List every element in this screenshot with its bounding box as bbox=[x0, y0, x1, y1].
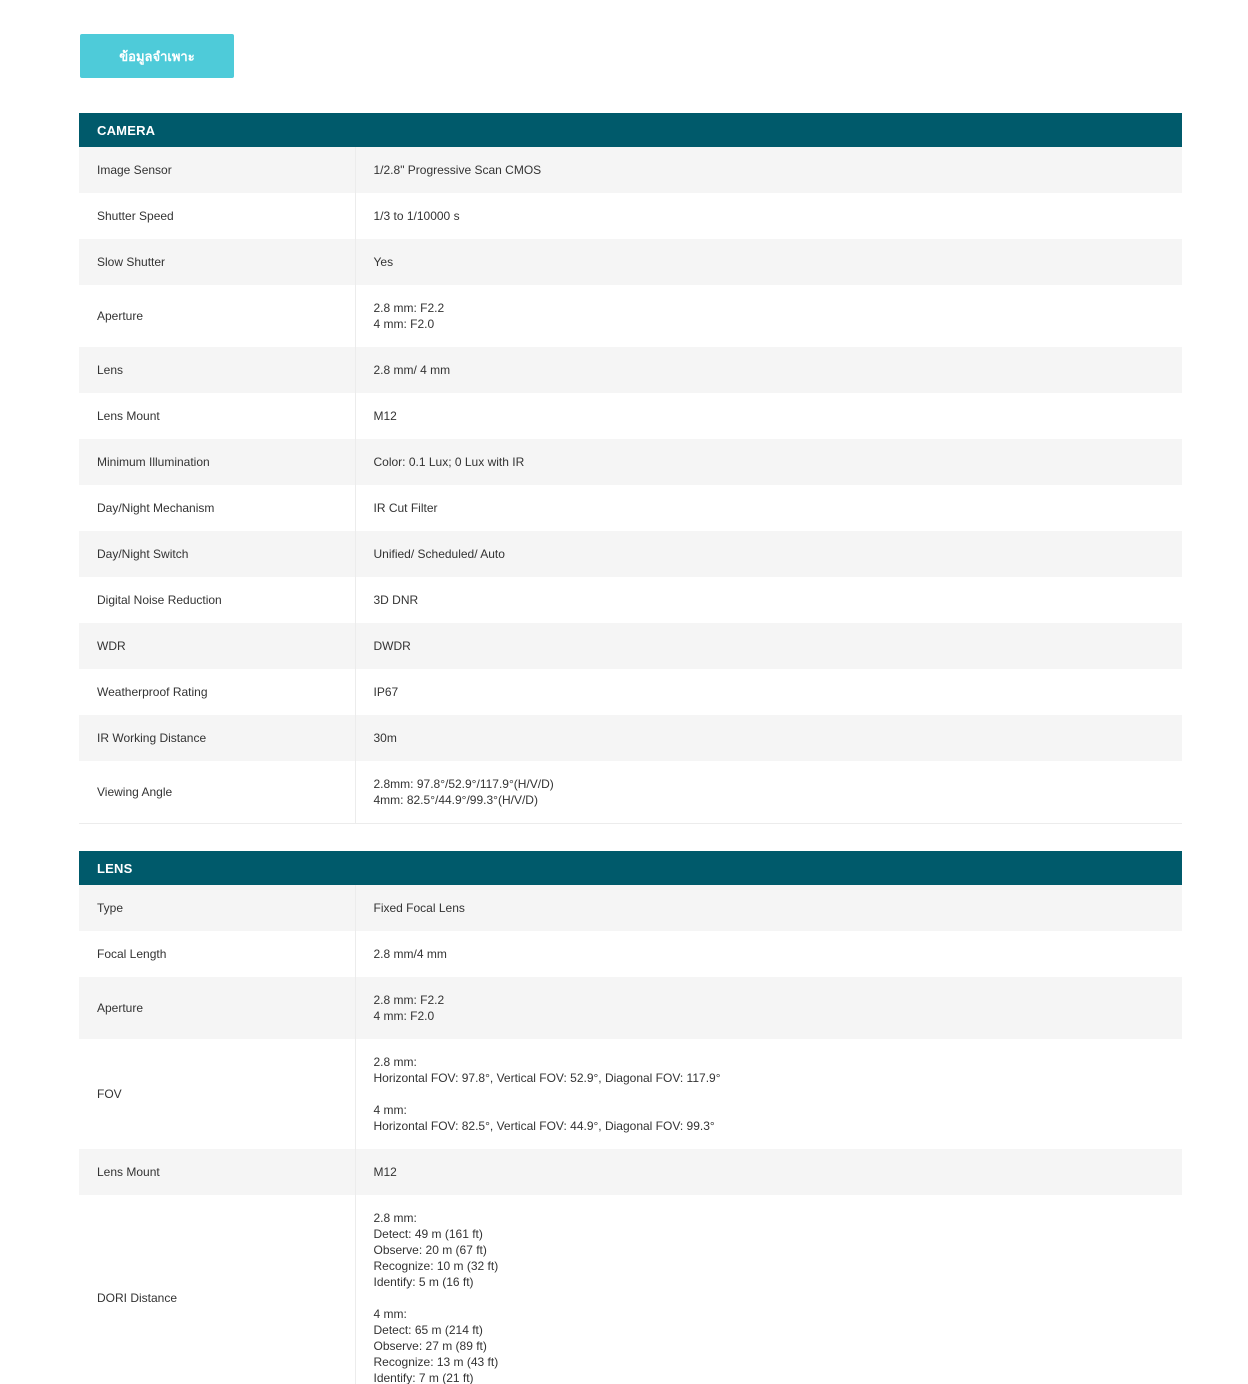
spec-value-line: 1/3 to 1/10000 s bbox=[373, 209, 460, 223]
spec-row bbox=[79, 977, 1182, 1039]
spec-value bbox=[355, 531, 1182, 577]
lens-section bbox=[79, 851, 1182, 1384]
specifications-tab-button[interactable]: ข้อมูลจำเพาะ bbox=[80, 34, 234, 78]
spec-row bbox=[79, 885, 1182, 931]
spec-label: FOV bbox=[79, 1039, 355, 1149]
spec-row bbox=[79, 485, 1182, 531]
spec-value-line: Horizontal FOV: 97.8°, Vertical FOV: 52.9°, Diagonal FOV: 117.9° bbox=[373, 1071, 721, 1085]
lens-section-header: LENS bbox=[79, 851, 1182, 885]
spec-value bbox=[355, 193, 1182, 239]
camera-section-header: CAMERA bbox=[79, 113, 1182, 147]
spec-row bbox=[79, 285, 1182, 347]
spec-value-line: 2.8 mm: F2.2 bbox=[373, 301, 445, 315]
spec-value bbox=[355, 761, 1182, 824]
lens-spec-rows bbox=[79, 885, 1182, 1384]
spec-value-line: Recognize: 10 m (32 ft) bbox=[373, 1259, 499, 1273]
spec-row bbox=[79, 1149, 1182, 1195]
camera-section bbox=[79, 113, 1182, 824]
spec-value-line: 4 mm: F2.0 bbox=[373, 317, 435, 331]
spec-row bbox=[79, 531, 1182, 577]
spec-value-gap bbox=[374, 1290, 1165, 1306]
spec-value bbox=[355, 885, 1182, 931]
spec-value-line: 30m bbox=[373, 731, 397, 745]
spec-value bbox=[355, 393, 1182, 439]
spec-label: Day/Night Mechanism bbox=[79, 485, 355, 531]
spec-value-line: Detect: 49 m (161 ft) bbox=[373, 1227, 483, 1241]
spec-label: Shutter Speed bbox=[79, 193, 355, 239]
spec-value-line: 2.8 mm/4 mm bbox=[373, 947, 447, 961]
spec-value bbox=[355, 977, 1182, 1039]
spec-value-line: 2.8 mm: F2.2 bbox=[373, 993, 445, 1007]
spec-value-line: 4 mm: bbox=[373, 1307, 407, 1321]
spec-value-line: Color: 0.1 Lux; 0 Lux with IR bbox=[373, 455, 525, 469]
spec-value bbox=[355, 439, 1182, 485]
spec-row bbox=[79, 623, 1182, 669]
spec-label: Lens Mount bbox=[79, 1149, 355, 1195]
spec-label: Viewing Angle bbox=[79, 761, 355, 824]
spec-value-line: M12 bbox=[373, 409, 397, 423]
spec-label: Weatherproof Rating bbox=[79, 669, 355, 715]
spec-value-line: 4 mm: bbox=[373, 1103, 407, 1117]
spec-value-line: 2.8 mm: bbox=[373, 1055, 417, 1069]
spec-row bbox=[79, 715, 1182, 761]
spec-label: DORI Distance bbox=[79, 1195, 355, 1384]
spec-row bbox=[79, 393, 1182, 439]
spec-row bbox=[79, 239, 1182, 285]
spec-value-line: 2.8 mm/ 4 mm bbox=[373, 363, 451, 377]
spec-row bbox=[79, 931, 1182, 977]
spec-value-line: IR Cut Filter bbox=[373, 501, 438, 515]
spec-row bbox=[79, 669, 1182, 715]
spec-label: Image Sensor bbox=[79, 147, 355, 193]
spec-value-line: 4mm: 82.5°/44.9°/99.3°(H/V/D) bbox=[373, 793, 538, 807]
spec-row bbox=[79, 193, 1182, 239]
spec-label: Aperture bbox=[79, 285, 355, 347]
spec-row bbox=[79, 577, 1182, 623]
spec-value bbox=[355, 347, 1182, 393]
spec-label: Focal Length bbox=[79, 931, 355, 977]
spec-value-line: Yes bbox=[373, 255, 394, 269]
spec-value bbox=[355, 239, 1182, 285]
spec-label: WDR bbox=[79, 623, 355, 669]
spec-value-line: Detect: 65 m (214 ft) bbox=[373, 1323, 483, 1337]
spec-row bbox=[79, 347, 1182, 393]
spec-value-line: 3D DNR bbox=[373, 593, 419, 607]
spec-label: Digital Noise Reduction bbox=[79, 577, 355, 623]
spec-value-line: Identify: 7 m (21 ft) bbox=[373, 1371, 474, 1384]
spec-value-line: M12 bbox=[373, 1165, 397, 1179]
spec-value-line: 2.8 mm: bbox=[373, 1211, 417, 1225]
spec-label: Slow Shutter bbox=[79, 239, 355, 285]
spec-value-line: Observe: 20 m (67 ft) bbox=[373, 1243, 487, 1257]
spec-value bbox=[355, 715, 1182, 761]
spec-value bbox=[355, 623, 1182, 669]
camera-spec-rows bbox=[79, 147, 1182, 824]
spec-value bbox=[355, 1149, 1182, 1195]
spec-label: Day/Night Switch bbox=[79, 531, 355, 577]
spec-label: Type bbox=[79, 885, 355, 931]
spec-value-line: DWDR bbox=[373, 639, 411, 653]
spec-value-line: IP67 bbox=[373, 685, 399, 699]
spec-value bbox=[355, 669, 1182, 715]
spec-value bbox=[355, 285, 1182, 347]
spec-label: Aperture bbox=[79, 977, 355, 1039]
spec-row bbox=[79, 761, 1182, 824]
spec-value bbox=[355, 485, 1182, 531]
spec-value bbox=[355, 1195, 1182, 1384]
spec-value bbox=[355, 577, 1182, 623]
spec-value-line: Fixed Focal Lens bbox=[373, 901, 465, 915]
spec-label: Lens bbox=[79, 347, 355, 393]
spec-label: Minimum Illumination bbox=[79, 439, 355, 485]
spec-value-line: Observe: 27 m (89 ft) bbox=[373, 1339, 487, 1353]
spec-value-gap bbox=[374, 1086, 1165, 1102]
spec-value-line: 4 mm: F2.0 bbox=[373, 1009, 435, 1023]
camera-spec-table bbox=[79, 147, 1182, 824]
spec-value-line: Unified/ Scheduled/ Auto bbox=[373, 547, 505, 561]
spec-value-line: 2.8mm: 97.8°/52.9°/117.9°(H/V/D) bbox=[373, 777, 554, 791]
spec-label: IR Working Distance bbox=[79, 715, 355, 761]
spec-value-line: Recognize: 13 m (43 ft) bbox=[373, 1355, 499, 1369]
spec-row bbox=[79, 147, 1182, 193]
spec-value bbox=[355, 147, 1182, 193]
spec-label: Lens Mount bbox=[79, 393, 355, 439]
spec-value-line: Identify: 5 m (16 ft) bbox=[373, 1275, 474, 1289]
spec-row bbox=[79, 1039, 1182, 1149]
spec-value-line: 1/2.8" Progressive Scan CMOS bbox=[373, 163, 542, 177]
spec-row bbox=[79, 1195, 1182, 1384]
spec-value bbox=[355, 1039, 1182, 1149]
spec-row bbox=[79, 439, 1182, 485]
spec-value-line: Horizontal FOV: 82.5°, Vertical FOV: 44.9°, Diagonal FOV: 99.3° bbox=[373, 1119, 715, 1133]
spec-value bbox=[355, 931, 1182, 977]
lens-spec-table bbox=[79, 885, 1182, 1384]
